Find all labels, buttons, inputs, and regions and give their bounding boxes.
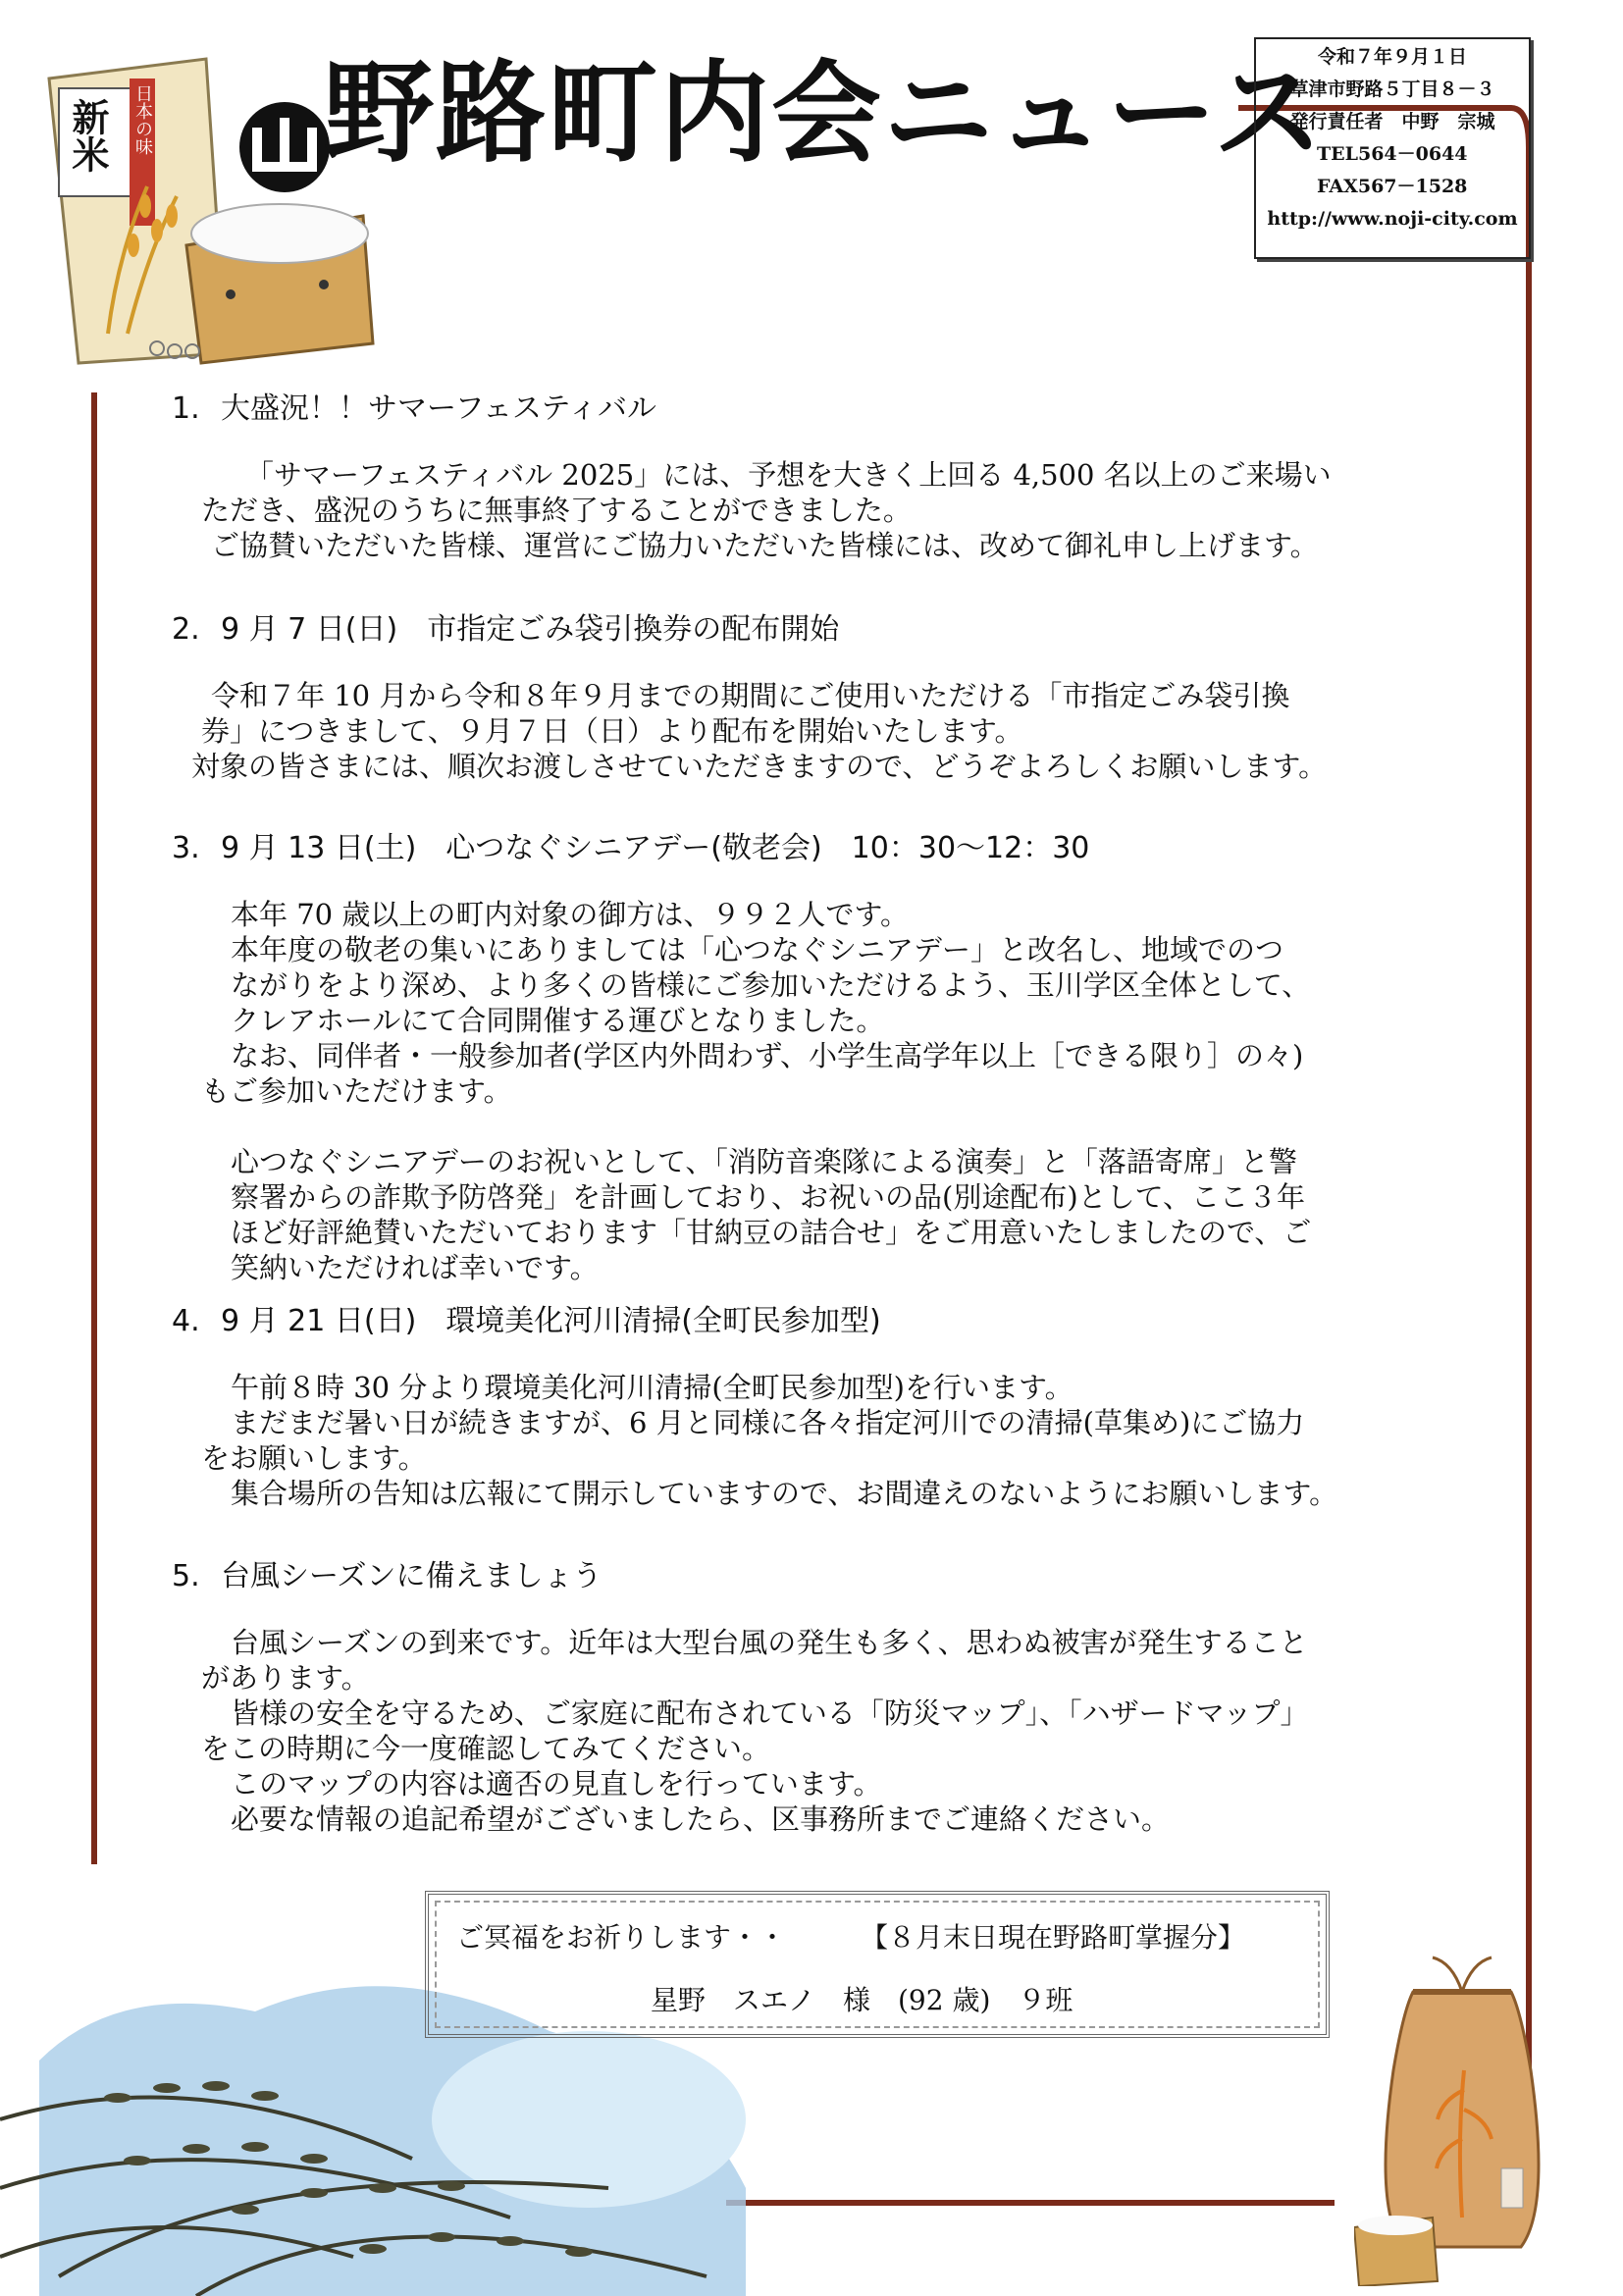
paragraph-line: 必要な情報の追記希望がございましたら、区事務所までご連絡ください。	[231, 1802, 1171, 1836]
paragraph-line: 本年 70 歳以上の町内対象の御方は、９９２人です。	[231, 898, 910, 931]
page-title: 野路町内会ニュース	[324, 50, 1326, 178]
section-heading: 2. 9 月 7 日(日) 市指定ごみ袋引換券の配布開始	[172, 612, 840, 647]
obituary-left-text: ご冥福をお祈りします・・	[456, 1921, 787, 1954]
paragraph-line: なお、同伴者・一般参加者(学区内外問わず、小学生高学年以上［できる限り］の々)	[231, 1039, 1304, 1072]
paragraph-line: 券」につきまして、９月７日（日）より配布を開始いたします。	[201, 714, 1023, 748]
fax: FAX567－1528	[1317, 176, 1468, 197]
rice-sack-illustration	[1354, 1953, 1570, 2286]
paragraph-line: ご協賛いただいた皆様、運営にご協力いただいた皆様には、改めて御礼申し上げます。	[211, 529, 1319, 562]
section-2	[172, 611, 1477, 783]
issue-date: 令和７年９月１日	[1317, 46, 1467, 68]
section-4	[172, 1303, 1477, 1510]
paragraph-line: をこの時期に今一度確認してみてください。	[201, 1732, 771, 1765]
website-link[interactable]: http://www.noji-city.com	[1267, 208, 1518, 230]
section-heading: 5. 台風シーズンに備えましょう	[172, 1559, 602, 1593]
paragraph-line: まだまだ暑い日が続きますが、6 月と同様に各々指定河川での清掃(草集め)にご協力	[231, 1406, 1305, 1439]
paragraph-line: このマップの内容は適否の見直しを行っています。	[231, 1767, 882, 1800]
section-3	[172, 830, 1477, 1284]
section-5	[172, 1558, 1477, 1836]
paragraph-line: 台風シーズンの到来です。近年は大型台風の発生も多く、思わぬ被害が発生すること	[231, 1626, 1308, 1659]
obituary-box	[425, 1891, 1330, 2038]
paragraph-line: 心つなぐシニアデーのお祝いとして、「消防音楽隊による演奏」と「落語寄席」と警	[231, 1145, 1297, 1178]
paragraph-line: 「サマーフェスティバル 2025」には、予想を大きく上回る 4,500 名以上のご来場い	[245, 458, 1332, 492]
address: 草津市野路５丁目８－３	[1289, 78, 1495, 100]
paragraph-line: 集合場所の告知は広報にて開示していますので、お間違えのないようにお願いします。	[231, 1477, 1338, 1510]
paragraph-line: クレアホールにて合同開催する運びとなりました。	[231, 1004, 885, 1037]
paragraph-line: 察署からの詐欺予防啓発」を計画しており、お祝いの品(別途配布)として、ここ３年	[231, 1180, 1306, 1214]
paragraph-line: 対象の皆さまには、順次お渡しさせていただきますので、どうぞよろしくお願いします。	[191, 750, 1328, 783]
paragraph-line: ただき、盛況のうちに無事終了することができました。	[201, 494, 912, 527]
paragraph-line: 令和７年 10 月から令和８年９月までの期間にご使用いただける「市指定ごみ袋引換	[211, 679, 1290, 712]
section-1	[172, 391, 1477, 562]
section-heading: 4. 9 月 21 日(日) 環境美化河川清掃(全町民参加型)	[172, 1304, 881, 1338]
paragraph-line: があります。	[201, 1661, 370, 1695]
section-heading: 3. 9 月 13 日(土) 心つなぐシニアデー(敬老会) 10：30～12：30	[172, 831, 1090, 865]
paragraph-line: もご参加いただけます。	[201, 1074, 512, 1108]
logo-badge-text: 新米	[66, 98, 110, 173]
obituary-entry: 星野 スエノ 様 (92 歳) ９班	[651, 1984, 1073, 2016]
paragraph-line: 笑納いただければ幸いです。	[231, 1251, 599, 1284]
paragraph-line: 本年度の敬老の集いにありましては「心つなぐシニアデー」と改名し、地域でのつ	[231, 933, 1284, 966]
paragraph-line: ほど好評絶賛いただいております「甘納豆の詰合せ」をご用意いたしましたので、ご	[231, 1216, 1312, 1249]
paragraph-line: 午前８時 30 分より環境美化河川清掃(全町民参加型)を行います。	[231, 1371, 1073, 1404]
paragraph-line: をお願いします。	[201, 1441, 427, 1475]
logo-tag-text: 日本の味	[132, 84, 153, 155]
tel: TEL564－0644	[1317, 143, 1468, 165]
publisher-info-box	[1254, 37, 1531, 259]
obituary-right-text: 【８月末日現在野路町掌握分】	[861, 1921, 1246, 1954]
section-heading: 1. 大盛況！！サマーフェスティバル	[172, 391, 656, 426]
publisher: 発行責任者 中野 宗城	[1289, 111, 1495, 132]
paragraph-line: 皆様の安全を守るため、ご家庭に配布されている「防災マップ」、「ハザードマップ」	[231, 1696, 1309, 1730]
paragraph-line: ながりをより深め、より多くの皆様にご参加いただけるよう、玉川学区全体として、	[231, 968, 1311, 1002]
